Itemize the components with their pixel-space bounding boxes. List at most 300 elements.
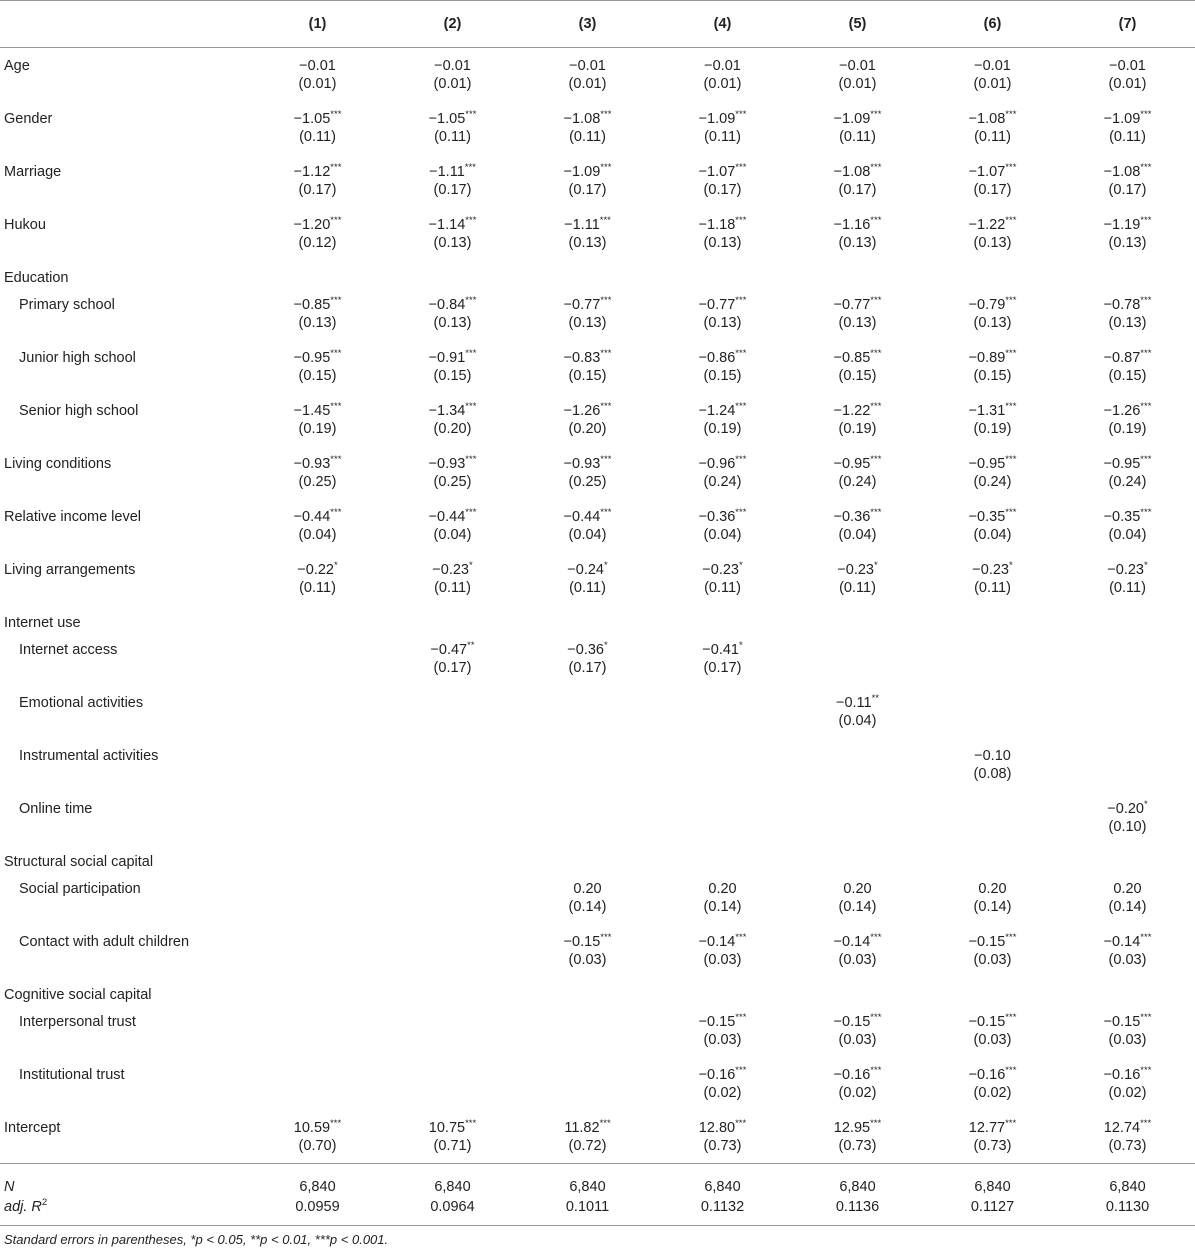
row-label [0, 712, 250, 738]
cell-value: (0.04) [1108, 527, 1147, 543]
significance-stars: *** [330, 454, 342, 466]
coef-cell [925, 552, 1060, 579]
row-label-text: N [4, 1179, 15, 1195]
cell-value: (0.03) [973, 1032, 1012, 1048]
coef-cell [250, 738, 385, 765]
coef-cell [655, 499, 790, 526]
coef-cell [520, 924, 655, 951]
cell-value: (0.19) [1108, 421, 1147, 437]
se-cell [655, 526, 790, 552]
coef-cell [790, 393, 925, 420]
significance-stars: * [469, 560, 473, 572]
se-cell [520, 579, 655, 605]
cell-value: −1.08 [563, 111, 601, 127]
cell-value: (0.15) [298, 368, 337, 384]
header-cell: (1) [250, 1, 385, 48]
coef-cell [250, 48, 385, 76]
cell-value: (0.01) [298, 76, 337, 92]
se-cell [385, 659, 520, 685]
cell-value: 6,840 [1109, 1179, 1146, 1195]
coef-cell [250, 632, 385, 659]
row-label [0, 393, 250, 420]
cell-value: −0.14 [1103, 934, 1141, 950]
se-cell [1060, 818, 1195, 844]
cell-value: (0.10) [1108, 819, 1147, 835]
row-label [0, 234, 250, 260]
row-label [0, 1084, 250, 1110]
significance-stars: *** [465, 295, 477, 307]
empty-cell [385, 844, 520, 871]
cell-value: (0.15) [568, 368, 607, 384]
significance-stars: *** [465, 507, 477, 519]
coef-cell [1060, 287, 1195, 314]
cell-value: (0.01) [568, 76, 607, 92]
coef-cell [790, 499, 925, 526]
cell-value: (0.11) [569, 580, 606, 596]
significance-stars: *** [735, 162, 747, 174]
se-cell [250, 951, 385, 977]
cell-value: −0.01 [569, 58, 606, 74]
coef-cell [925, 1110, 1060, 1137]
coefficient-row [0, 632, 1195, 659]
empty-cell [655, 260, 790, 287]
se-cell [1060, 951, 1195, 977]
cell-value: (0.11) [299, 129, 336, 145]
significance-stars: *** [735, 401, 747, 413]
standard-error-row [0, 420, 1195, 446]
se-cell [250, 367, 385, 393]
row-label-text: Age [4, 58, 30, 74]
cell-value: (0.04) [433, 527, 472, 543]
coefficient-row [0, 393, 1195, 420]
se-cell [385, 75, 520, 101]
coefficient-row [0, 499, 1195, 526]
cell-value: (0.13) [838, 235, 877, 251]
row-label-text: Relative income level [4, 509, 142, 525]
se-cell [655, 1031, 790, 1057]
cell-value: −1.09 [563, 164, 601, 180]
coef-cell [520, 340, 655, 367]
significance-stars: *** [464, 162, 476, 174]
cell-value: (0.24) [973, 474, 1012, 490]
se-cell [925, 765, 1060, 791]
row-label [0, 605, 250, 632]
cell-value: (0.04) [838, 527, 877, 543]
se-cell [925, 420, 1060, 446]
se-cell [925, 818, 1060, 844]
cell-value: −0.15 [563, 934, 601, 950]
se-cell [790, 818, 925, 844]
cell-value: −0.95 [1103, 456, 1141, 472]
se-cell [520, 526, 655, 552]
se-cell [1060, 473, 1195, 499]
se-cell [1060, 367, 1195, 393]
row-label-text: Senior high school [19, 403, 139, 419]
empty-cell [925, 844, 1060, 871]
coef-cell [520, 552, 655, 579]
group-header-row [0, 977, 1195, 1004]
row-label [0, 791, 250, 818]
se-cell [655, 818, 790, 844]
empty-cell [790, 844, 925, 871]
significance-stars: *** [330, 348, 342, 360]
cell-value: −0.14 [698, 934, 736, 950]
stat-cell [1060, 1197, 1195, 1226]
se-cell [385, 181, 520, 207]
significance-stars: *** [870, 454, 882, 466]
row-label-text: adj. R [4, 1199, 42, 1215]
standard-error-row [0, 1137, 1195, 1164]
table-footnote: Standard errors in parentheses, *p < 0.05, **p < 0.01, ***p < 0.001. [4, 1232, 389, 1247]
empty-cell [655, 977, 790, 1004]
coef-cell [790, 207, 925, 234]
row-label [0, 181, 250, 207]
coef-cell [925, 1004, 1060, 1031]
coef-cell [925, 1057, 1060, 1084]
cell-value: −1.31 [968, 403, 1006, 419]
header-cell: (5) [790, 1, 925, 48]
se-cell [655, 951, 790, 977]
se-cell [790, 181, 925, 207]
cell-value: 0.20 [843, 881, 872, 897]
cell-value: 0.20 [573, 881, 602, 897]
significance-stars: *** [1005, 507, 1017, 519]
coef-cell [790, 446, 925, 473]
cell-value: (0.04) [703, 527, 742, 543]
row-label [0, 659, 250, 685]
se-cell [790, 1031, 925, 1057]
cell-value: −1.07 [698, 164, 736, 180]
cell-value: −0.95 [293, 350, 331, 366]
coef-cell [520, 871, 655, 898]
significance-stars: *** [600, 295, 612, 307]
cell-value: 6,840 [299, 1179, 336, 1195]
se-cell [385, 1137, 520, 1164]
se-cell [385, 367, 520, 393]
row-label [0, 128, 250, 154]
coef-cell [655, 207, 790, 234]
coef-cell [790, 871, 925, 898]
se-cell [655, 659, 790, 685]
row-label [0, 48, 250, 76]
coefficient-row [0, 207, 1195, 234]
coef-cell [655, 791, 790, 818]
row-label [0, 1057, 250, 1084]
significance-stars: *** [600, 401, 612, 413]
empty-cell [250, 977, 385, 1004]
se-cell [925, 314, 1060, 340]
se-cell [790, 898, 925, 924]
se-cell [520, 420, 655, 446]
header-cell: (6) [925, 1, 1060, 48]
cell-value: (0.02) [838, 1085, 877, 1101]
coef-cell [385, 552, 520, 579]
standard-error-row [0, 818, 1195, 844]
cell-value: (0.14) [703, 899, 742, 915]
cell-value: −1.07 [968, 164, 1006, 180]
significance-stars: *** [735, 932, 747, 944]
cell-value: −0.23 [837, 562, 874, 578]
significance-stars: *** [600, 932, 612, 944]
coef-cell [655, 738, 790, 765]
coef-cell [385, 340, 520, 367]
se-cell [250, 420, 385, 446]
se-cell [520, 951, 655, 977]
se-cell [925, 473, 1060, 499]
cell-value: (0.01) [433, 76, 472, 92]
coef-cell [925, 287, 1060, 314]
coef-cell [1060, 1004, 1195, 1031]
coef-cell [385, 154, 520, 181]
significance-stars: *** [1140, 454, 1152, 466]
row-label [0, 526, 250, 552]
row-label-text: Intercept [4, 1120, 61, 1136]
cell-value: −0.23 [432, 562, 469, 578]
significance-stars: *** [1005, 162, 1017, 174]
cell-value: (0.13) [1108, 315, 1147, 331]
coef-cell [385, 101, 520, 128]
cell-value: (0.19) [298, 421, 337, 437]
significance-stars: * [604, 640, 608, 652]
coef-cell [1060, 340, 1195, 367]
cell-value: (0.14) [568, 899, 607, 915]
se-cell [250, 181, 385, 207]
cell-value: 6,840 [839, 1179, 876, 1195]
cell-value: 0.1130 [1105, 1199, 1150, 1215]
row-label [0, 473, 250, 499]
empty-cell [520, 260, 655, 287]
cell-value: (0.08) [973, 766, 1012, 782]
se-cell [520, 1084, 655, 1110]
coef-cell [250, 446, 385, 473]
coef-cell [925, 924, 1060, 951]
cell-value: −0.36 [567, 642, 604, 658]
cell-value: (0.11) [1109, 129, 1146, 145]
row-label [0, 765, 250, 791]
coef-cell [385, 685, 520, 712]
se-cell [655, 128, 790, 154]
coef-cell [1060, 871, 1195, 898]
significance-stars: *** [870, 348, 882, 360]
se-cell [790, 75, 925, 101]
se-cell [520, 314, 655, 340]
cell-value: (0.01) [1108, 76, 1147, 92]
se-cell [925, 951, 1060, 977]
cell-value: (0.19) [703, 421, 742, 437]
cell-value: (0.03) [1108, 1032, 1147, 1048]
coefficient-row [0, 287, 1195, 314]
empty-cell [1060, 605, 1195, 632]
cell-value: (0.01) [838, 76, 877, 92]
cell-value: −0.36 [833, 509, 871, 525]
se-cell [790, 128, 925, 154]
coef-cell [925, 207, 1060, 234]
significance-stars: ** [467, 640, 475, 652]
row-label [0, 818, 250, 844]
se-cell [655, 1137, 790, 1164]
row-label [0, 951, 250, 977]
coef-cell [250, 871, 385, 898]
coef-cell [925, 871, 1060, 898]
coef-cell [250, 101, 385, 128]
stat-cell [925, 1197, 1060, 1226]
significance-stars: *** [1005, 295, 1017, 307]
stat-cell [790, 1164, 925, 1198]
significance-stars: *** [870, 295, 882, 307]
cell-value: (0.13) [568, 315, 607, 331]
coef-cell [250, 1057, 385, 1084]
row-label [0, 420, 250, 446]
cell-value: −0.47 [430, 642, 468, 658]
standard-error-row [0, 1084, 1195, 1110]
coef-cell [925, 499, 1060, 526]
cell-value: −0.20 [1107, 801, 1144, 817]
group-header-row [0, 260, 1195, 287]
significance-stars: *** [1140, 162, 1152, 174]
coef-cell [520, 1110, 655, 1137]
coef-cell [385, 924, 520, 951]
empty-cell [520, 605, 655, 632]
cell-value: (0.03) [838, 952, 877, 968]
coef-cell [520, 1057, 655, 1084]
row-label-text: Online time [19, 801, 93, 817]
se-cell [250, 1084, 385, 1110]
cell-value: (0.11) [839, 580, 876, 596]
se-cell [250, 765, 385, 791]
row-label [0, 1197, 250, 1226]
row-label [0, 367, 250, 393]
se-cell [790, 1137, 925, 1164]
cell-value: (0.11) [974, 129, 1011, 145]
cell-value: 0.20 [1113, 881, 1142, 897]
row-label [0, 499, 250, 526]
header-cell: (3) [520, 1, 655, 48]
coef-cell [520, 287, 655, 314]
row-label [0, 340, 250, 367]
significance-stars: *** [870, 215, 882, 227]
se-cell [655, 234, 790, 260]
cell-value: (0.14) [1108, 899, 1147, 915]
cell-value: −0.95 [968, 456, 1006, 472]
row-label [0, 260, 250, 287]
coef-cell [925, 446, 1060, 473]
coef-cell [250, 499, 385, 526]
standard-error-row [0, 75, 1195, 101]
cell-value: −0.15 [1103, 1014, 1141, 1030]
significance-stars: *** [1140, 348, 1152, 360]
coef-cell [1060, 101, 1195, 128]
cell-value: (0.13) [973, 235, 1012, 251]
coef-cell [790, 1110, 925, 1137]
coef-cell [790, 101, 925, 128]
cell-value: −0.01 [434, 58, 471, 74]
significance-stars: *** [465, 454, 477, 466]
se-cell [385, 1084, 520, 1110]
coef-cell [790, 1057, 925, 1084]
cell-value: (0.11) [569, 129, 606, 145]
significance-stars: * [1144, 560, 1148, 572]
significance-stars: *** [735, 1118, 747, 1130]
cell-value: −1.08 [1103, 164, 1141, 180]
cell-value: 0.0964 [430, 1199, 475, 1215]
cell-value: (0.20) [568, 421, 607, 437]
coef-cell [790, 791, 925, 818]
coef-cell [520, 499, 655, 526]
coef-cell [790, 924, 925, 951]
cell-value: −0.77 [698, 297, 736, 313]
significance-stars: *** [330, 295, 342, 307]
significance-stars: *** [870, 401, 882, 413]
coef-cell [250, 685, 385, 712]
cell-value: −0.44 [293, 509, 331, 525]
cell-value: (0.17) [973, 182, 1012, 198]
coef-cell [385, 446, 520, 473]
se-cell [925, 367, 1060, 393]
cell-value: −0.96 [698, 456, 736, 472]
empty-cell [250, 260, 385, 287]
cell-value: −0.15 [833, 1014, 871, 1030]
cell-value: (0.11) [704, 129, 741, 145]
se-cell [925, 898, 1060, 924]
cell-value: 10.75 [428, 1120, 466, 1136]
cell-value: (0.13) [433, 235, 472, 251]
cell-value: (0.73) [973, 1138, 1012, 1154]
standard-error-row [0, 314, 1195, 340]
significance-stars: * [1009, 560, 1013, 572]
cell-value: −0.16 [1103, 1067, 1141, 1083]
se-cell [385, 234, 520, 260]
cell-value: (0.13) [298, 315, 337, 331]
se-cell [1060, 1031, 1195, 1057]
se-cell [790, 659, 925, 685]
significance-stars: *** [599, 215, 611, 227]
se-cell [790, 579, 925, 605]
cell-value: (0.03) [703, 952, 742, 968]
se-cell [1060, 128, 1195, 154]
se-cell [520, 473, 655, 499]
cell-value: 6,840 [704, 1179, 741, 1195]
row-label [0, 207, 250, 234]
cell-value: −0.85 [293, 297, 331, 313]
cell-value: −1.34 [428, 403, 466, 419]
row-label [0, 446, 250, 473]
cell-value: (0.14) [838, 899, 877, 915]
cell-value: −1.20 [293, 217, 331, 233]
empty-cell [385, 605, 520, 632]
coef-cell [520, 48, 655, 76]
significance-stars: *** [600, 507, 612, 519]
cell-value: 12.95 [833, 1120, 871, 1136]
se-cell [925, 659, 1060, 685]
se-cell [655, 765, 790, 791]
cell-value: −0.16 [968, 1067, 1006, 1083]
cell-value: (0.17) [433, 182, 472, 198]
se-cell [1060, 75, 1195, 101]
stat-cell [250, 1197, 385, 1226]
coef-cell [520, 393, 655, 420]
significance-stars: *** [735, 1012, 747, 1024]
row-label [0, 314, 250, 340]
se-cell [385, 579, 520, 605]
significance-stars: *** [870, 1118, 882, 1130]
se-cell [790, 526, 925, 552]
row-label [0, 924, 250, 951]
cell-value: (0.13) [703, 235, 742, 251]
significance-stars: *** [1140, 1012, 1152, 1024]
cell-value: (0.04) [838, 713, 877, 729]
significance-stars: *** [735, 215, 747, 227]
cell-value: (0.17) [838, 182, 877, 198]
